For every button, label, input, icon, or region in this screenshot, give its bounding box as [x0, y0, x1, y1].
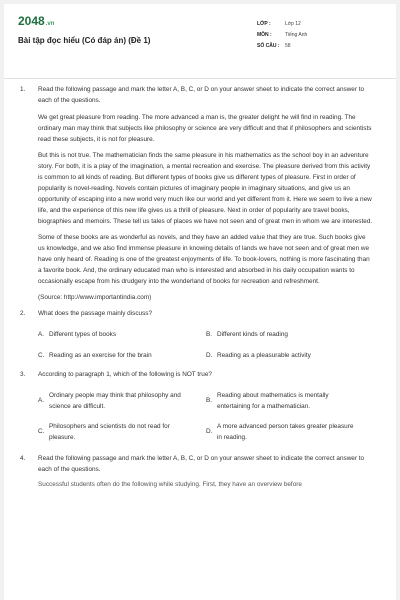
options-row	[38, 345, 374, 366]
option-letter: A.	[38, 331, 45, 338]
passage-paragraph-1: Successful students often do the following while studying. First, they have an overview before	[38, 481, 302, 488]
options-row	[38, 416, 374, 447]
option-c[interactable]	[38, 350, 206, 361]
option-c[interactable]	[38, 421, 206, 443]
document-header	[4, 4, 396, 66]
question-3	[4, 369, 396, 447]
document-meta	[257, 18, 307, 51]
option-text: Reading about mathematics is mentally entertaining for a mathematician.	[217, 391, 329, 410]
option-a[interactable]	[38, 329, 206, 340]
question-2	[4, 308, 396, 366]
option-d[interactable]	[206, 350, 374, 361]
question-4	[4, 453, 396, 490]
option-text: Philosophers and scientists do not read for pleasure.	[49, 422, 170, 441]
options-row	[38, 324, 374, 345]
option-text: Different types of books	[49, 331, 117, 338]
logo-suffix: .vn	[45, 21, 55, 27]
option-letter: C.	[38, 428, 45, 435]
option-text: Ordinary people may think that philosophy and science are difficult.	[49, 391, 181, 410]
question-number: 2.	[20, 310, 26, 317]
option-a[interactable]	[38, 390, 206, 412]
question-1	[4, 84, 396, 303]
option-text: A more advanced person takes greater pleasure in reading.	[217, 422, 354, 441]
passage-paragraph-2: But this is not true. The mathematician finds the same pleasure in his mathematics as the school boy in an adventure story. For both, it is a play of the imagination, a mental recreation and exercise. The pleasure derived from this activity is common to all kinds of reading. But different types of books give us different types of pleasure. First in order of popularity is novel-reading. Novels contain pictures of imaginary people in imaginary situations, and give us an opportunity of escaping into a new world very much like our world and yet different from it. Here we seem to live a new life, and the experience of this new life gives us a thrill of pleasure. Next in order of popularity are travel books, biographies and memoirs. These tell us tales of places we have not seen and of great men in whom we are interested.	[38, 152, 373, 225]
question-number: 1.	[20, 86, 26, 93]
question-instruction: Read the following passage and mark the letter A, B, C, or D on your answer sheet to indicate the correct answer to each of the questions.	[38, 86, 365, 104]
passage-paragraph-3: Some of these books are as wonderful as novels, and they have an added value that they are true. Such books give us knowledge, and we also find immense pleasure in knowing details of lands we have not seen and of great men we have only heard of. Reading is one of the greatest enjoyments of life. To book-lovers, nothing is more fascinating than a favorite book. And, the ordinary educated man who is interested and absorbed in his daily occupation wants to occasionally escape from his drudgery into the wonderland of books for recreation and refreshment.	[38, 234, 370, 285]
meta-row-subject	[257, 29, 307, 40]
meta-value: Lớp 12	[285, 20, 301, 27]
document-title: Bài tập đọc hiểu (Có đáp án) (Đề 1)	[18, 36, 151, 45]
question-text: According to paragraph 1, which of the following is NOT true?	[38, 371, 212, 378]
option-b[interactable]	[206, 390, 374, 412]
option-letter: D.	[206, 428, 213, 435]
question-instruction: Read the following passage and mark the letter A, B, C, or D on your answer sheet to indicate the correct answer to each of the questions.	[38, 455, 365, 473]
passage-paragraph-1: We get great pleasure from reading. The more advanced a man is, the greater delight he will find in reading. The ordinary man may think that subjects like philosophy or science are very difficult and that if philosophers and scientists read these subjects, it is not for pleasure.	[38, 114, 372, 143]
document-page	[4, 4, 396, 600]
answer-options	[38, 385, 374, 447]
meta-row-class	[257, 18, 307, 29]
option-letter: C.	[38, 352, 45, 359]
meta-value: 58	[285, 42, 291, 49]
logo-text: 2048	[18, 14, 45, 28]
meta-label: LỚP :	[257, 20, 271, 27]
site-logo[interactable]	[18, 14, 54, 28]
question-text: What does the passage mainly discuss?	[38, 310, 153, 317]
option-letter: D.	[206, 352, 213, 359]
option-text: Reading as an exercise for the brain	[49, 352, 152, 359]
option-letter: B.	[206, 331, 213, 338]
answer-options	[38, 324, 374, 366]
meta-value: Tiếng Anh	[285, 31, 308, 38]
option-b[interactable]	[206, 329, 374, 340]
option-text: Different kinds of reading	[217, 331, 288, 338]
option-letter: A.	[38, 397, 45, 404]
option-letter: B.	[206, 397, 213, 404]
passage-source: (Source: http://www.importantindia.com)	[38, 294, 152, 301]
option-text: Reading as a pleasurable activity	[217, 352, 311, 359]
question-number: 4.	[20, 455, 26, 462]
meta-label: SỐ CÂU :	[257, 42, 280, 49]
document-body	[4, 84, 396, 490]
options-row	[38, 385, 374, 416]
option-d[interactable]	[206, 421, 374, 443]
question-number: 3.	[20, 371, 26, 378]
meta-row-count	[257, 40, 307, 51]
header-divider	[4, 78, 396, 79]
meta-label: MÔN :	[257, 31, 272, 38]
